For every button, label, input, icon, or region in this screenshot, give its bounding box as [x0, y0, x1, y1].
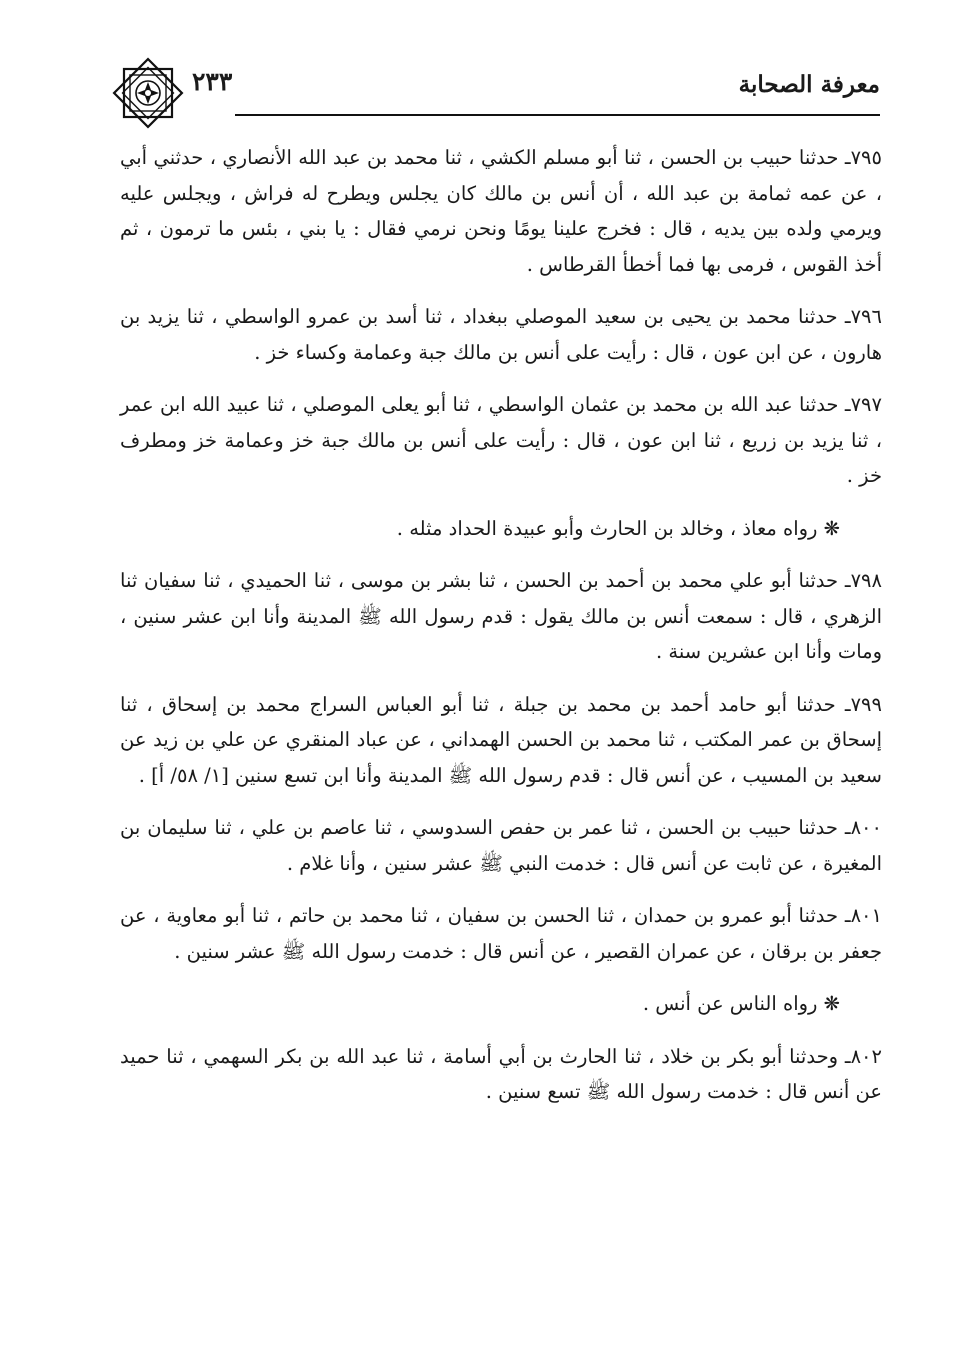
page-title: معرفة الصحابة — [738, 71, 880, 98]
hadith-802: ٨٠٢ـ وحدثنا أبو بكر بن خلاد ، ثنا الحارث بن أبي أسامة ، ثنا عبد الله بن بكر السهمي ، ثنا حميد عن أنس قال : خدمت رسول الله ﷺ تسع سنين . — [120, 1044, 882, 1103]
narration-note: ❋ رواه معاذ ، وخالد بن الحارث وأبو عبيدة الحداد مثله . — [396, 516, 840, 540]
page-header — [112, 55, 880, 135]
narration-note: ❋ رواه الناس عن أنس . — [642, 992, 840, 1015]
octagonal-star-ornament-icon — [110, 55, 186, 131]
hadith-797: ٧٩٧ـ حدثنا عبد الله بن محمد بن عثمان الواسطي ، ثنا أبو يعلى الموصلي ، ثنا عبيد الله ابن عمر ، ثنا يزيد بن زريع ، ثنا ابن عون ، قال : رأيت على أنس بن مالك جبة خز وعمامة خز ومطرف خز . — [120, 393, 882, 487]
hadith-text-body — [120, 140, 882, 1127]
header-rule — [235, 114, 880, 116]
hadith-799: ٧٩٩ـ حدثنا أبو حامد أحمد بن محمد بن جبلة ، ثنا أبو العباس السراج محمد بن إسحاق ، ثنا إسحاق بن عمر المكتب ، ثنا محمد بن الحسن الهمداني ، عن عباد المنقري عن علي بن زيد عن سعيد بن المسيب ، عن أنس قال : قدم رسول الله ﷺ المدينة وأنا ابن تسع سنين [١/ ٥٨/ أ] . — [120, 692, 882, 787]
hadith-796: ٧٩٦ـ حدثنا محمد بن يحيى بن سعيد الموصلي ببغداد ، ثنا أسد بن عمرو الواسطي ، ثنا يزيد بن هارون ، عن ابن عون ، قال : رأيت على أنس بن مالك جبة وعمامة وكساء خز . — [120, 305, 882, 364]
hadith-800: ٨٠٠ـ حدثنا حبيب بن الحسن ، ثنا عمر بن حفص السدوسي ، ثنا عاصم بن علي ، ثنا سليمان بن المغيرة ، عن ثابت عن أنس قال : خدمت النبي ﷺ عشر سنين ، وأنا غلام . — [120, 816, 882, 875]
page-number: ٢٣٣ — [192, 67, 233, 96]
hadith-798: ٧٩٨ـ حدثنا أبو علي محمد بن أحمد بن الحسن ، ثنا بشر بن موسى ، ثنا الحميدي ، ثنا سفيان ثنا الزهري ، قال : سمعت أنس بن مالك يقول : قدم رسول الله ﷺ المدينة وأنا ابن عشر سنين ، ومات وأنا ابن عشرين سنة . — [120, 569, 882, 663]
hadith-795: ٧٩٥ـ حدثنا حبيب بن الحسن ، ثنا أبو مسلم الكشي ، ثنا محمد بن عبد الله الأنصاري ، حدثني أبي ، عن عمه ثمامة بن عبد الله ، أن أنس بن مالك كان يجلس ويطرح له فراش ، ويجلس عليه ويرمي ولده بين يديه ، قال : فخرج علينا يومًا ونحن نرمي فقال : يا بني ، بئس ما ترمون ، ثم أخذ القوس ، فرمى بها فما أخطأ القرطاس . — [120, 146, 882, 276]
hadith-801: ٨٠١ـ حدثنا أبو عمرو بن حمدان ، ثنا الحسن بن سفيان ، ثنا محمد بن حاتم ، ثنا أبو معاوية ، عن جعفر بن برقان ، عن عمران القصير ، عن أنس قال : خدمت رسول الله ﷺ عشر سنين . — [120, 904, 882, 963]
